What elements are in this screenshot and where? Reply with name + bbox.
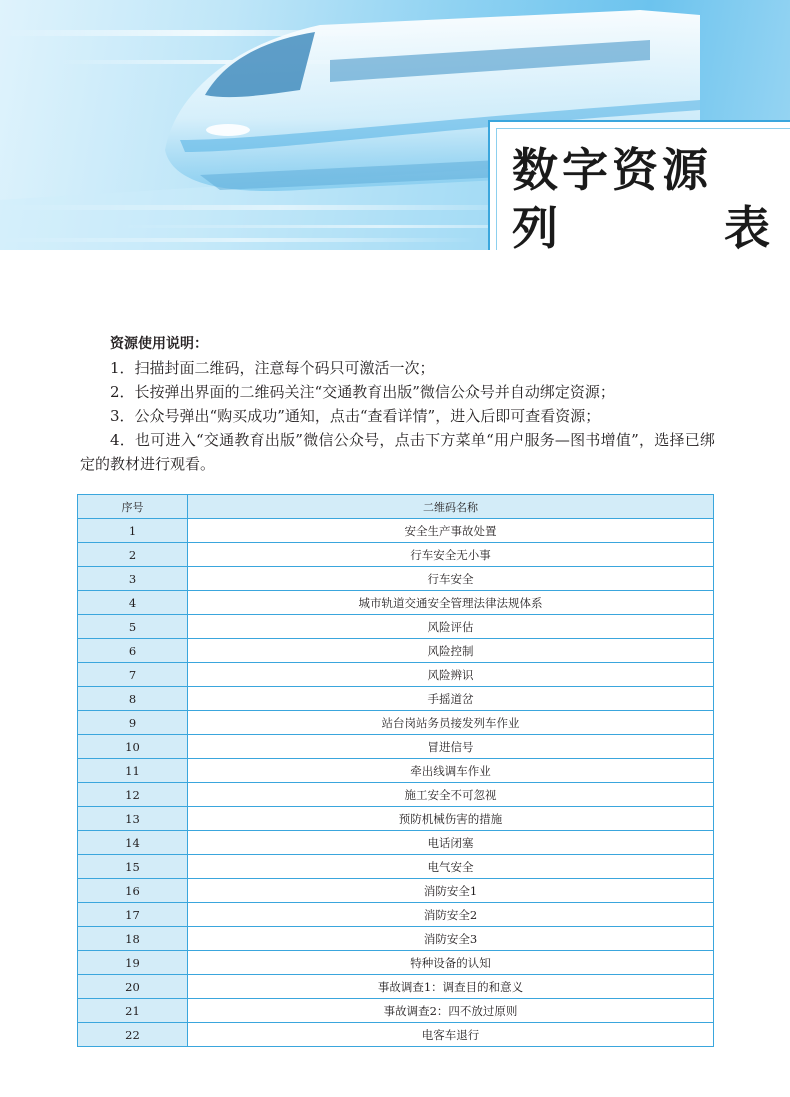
qr-code-name: 事故调查1：调查目的和意义 — [188, 975, 714, 999]
row-number: 18 — [78, 927, 188, 951]
row-number: 22 — [78, 1023, 188, 1047]
qr-code-name: 风险评估 — [188, 615, 714, 639]
qr-code-name: 预防机械伤害的措施 — [188, 807, 714, 831]
qr-code-name: 消防安全3 — [188, 927, 714, 951]
table-row — [78, 855, 714, 879]
qr-code-name: 电气安全 — [188, 855, 714, 879]
row-number: 21 — [78, 999, 188, 1023]
header-banner — [0, 0, 790, 250]
table-row — [78, 951, 714, 975]
instruction-item-1: 1．扫描封面二维码，注意每个码只可激活一次； — [110, 359, 435, 377]
column-header-number: 序号 — [78, 495, 188, 519]
row-number: 15 — [78, 855, 188, 879]
row-number: 1 — [78, 519, 188, 543]
qr-code-name: 消防安全2 — [188, 903, 714, 927]
row-number: 4 — [78, 591, 188, 615]
table-row — [78, 999, 714, 1023]
page-title: 数字资源 — [512, 143, 712, 197]
qr-code-name: 施工安全不可忽视 — [188, 783, 714, 807]
instruction-item-4: 4．也可进入“交通教育出版”微信公众号，点击下方菜单“用户服务—图书增值”，选择已绑定的教材进行观看。 — [80, 431, 715, 473]
qr-code-name: 站台岗站务员接发列车作业 — [188, 711, 714, 735]
row-number: 10 — [78, 735, 188, 759]
table-row — [78, 711, 714, 735]
qr-code-name: 行车安全无小事 — [188, 543, 714, 567]
table-row — [78, 663, 714, 687]
table-row — [78, 975, 714, 999]
qr-code-name: 消防安全1 — [188, 879, 714, 903]
table-row — [78, 639, 714, 663]
table-row — [78, 927, 714, 951]
resource-table — [77, 494, 714, 1047]
qr-code-name: 事故调查2：四不放过原则 — [188, 999, 714, 1023]
qr-code-name: 冒进信号 — [188, 735, 714, 759]
table-body — [78, 519, 714, 1047]
table-row — [78, 591, 714, 615]
table-header-row — [78, 495, 714, 519]
table-row — [78, 567, 714, 591]
row-number: 6 — [78, 639, 188, 663]
row-number: 12 — [78, 783, 188, 807]
page-title-char-right: 表 — [724, 201, 770, 250]
usage-instructions — [80, 332, 715, 476]
qr-code-name: 牵出线调车作业 — [188, 759, 714, 783]
row-number: 16 — [78, 879, 188, 903]
table-row — [78, 519, 714, 543]
table-row — [78, 783, 714, 807]
title-panel — [488, 120, 790, 250]
qr-code-name: 风险辨识 — [188, 663, 714, 687]
table-row — [78, 543, 714, 567]
table-row — [78, 615, 714, 639]
table-row — [78, 831, 714, 855]
table-row — [78, 759, 714, 783]
instruction-item-3: 3．公众号弹出“购买成功”通知，点击“查看详情”，进入后即可查看资源； — [110, 407, 601, 425]
qr-code-name: 安全生产事故处置 — [188, 519, 714, 543]
row-number: 14 — [78, 831, 188, 855]
table-row — [78, 903, 714, 927]
row-number: 20 — [78, 975, 188, 999]
page-title-line2 — [512, 192, 770, 250]
row-number: 5 — [78, 615, 188, 639]
row-number: 9 — [78, 711, 188, 735]
row-number: 3 — [78, 567, 188, 591]
qr-code-name: 电客车退行 — [188, 1023, 714, 1047]
row-number: 13 — [78, 807, 188, 831]
instructions-heading: 资源使用说明： — [110, 336, 208, 352]
row-number: 8 — [78, 687, 188, 711]
instruction-item-2: 2．长按弹出界面的二维码关注“交通教育出版”微信公众号并自动绑定资源； — [110, 383, 615, 401]
table-row — [78, 687, 714, 711]
row-number: 11 — [78, 759, 188, 783]
table-row — [78, 879, 714, 903]
table-row — [78, 1023, 714, 1047]
column-header-name: 二维码名称 — [188, 495, 714, 519]
qr-code-name: 手摇道岔 — [188, 687, 714, 711]
page-title-char-left: 列 — [512, 201, 558, 250]
qr-code-name: 特种设备的认知 — [188, 951, 714, 975]
qr-code-name: 风险控制 — [188, 639, 714, 663]
row-number: 7 — [78, 663, 188, 687]
qr-code-name: 电话闭塞 — [188, 831, 714, 855]
qr-code-name: 行车安全 — [188, 567, 714, 591]
table-row — [78, 735, 714, 759]
row-number: 17 — [78, 903, 188, 927]
row-number: 2 — [78, 543, 188, 567]
row-number: 19 — [78, 951, 188, 975]
table-row — [78, 807, 714, 831]
qr-code-name: 城市轨道交通安全管理法律法规体系 — [188, 591, 714, 615]
